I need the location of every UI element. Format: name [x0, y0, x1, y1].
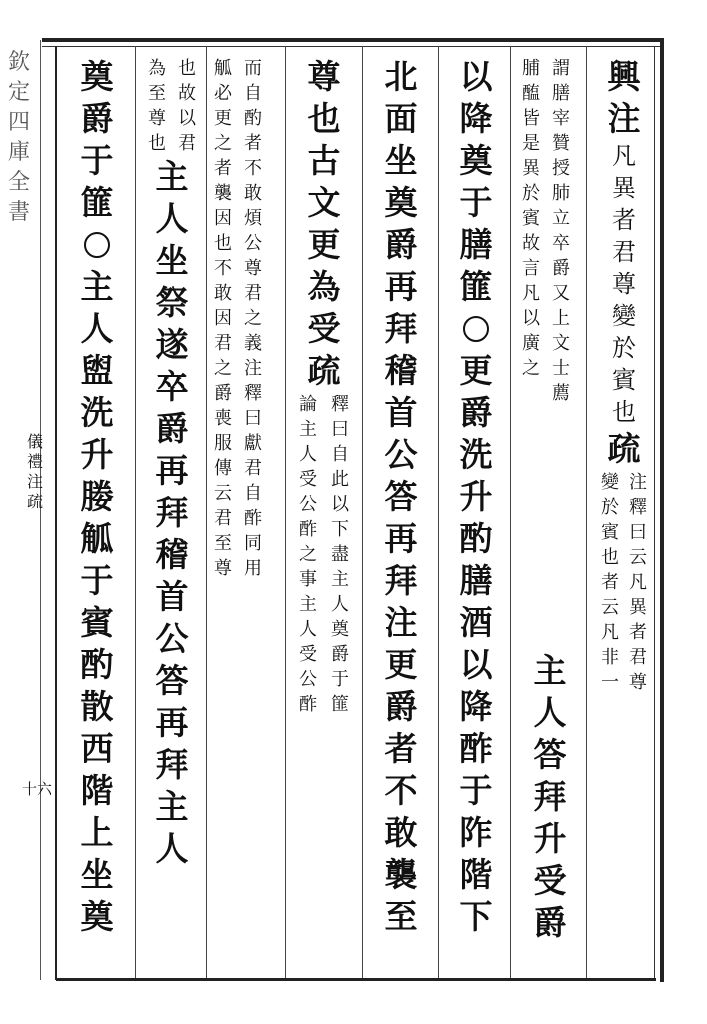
- note-subcolumn-right: [625, 470, 651, 695]
- glyph: 階: [459, 855, 493, 894]
- glyph: 拜: [155, 745, 189, 784]
- glyph: 君: [244, 458, 262, 479]
- note-subcolumn-left: [597, 470, 623, 695]
- glyph: 遂: [155, 325, 189, 364]
- glyph: 云: [214, 483, 232, 504]
- note-subcolumn-left: [295, 392, 321, 717]
- glyph: 盥: [80, 351, 114, 390]
- glyph: 者: [244, 133, 262, 154]
- column-rule: [586, 46, 587, 978]
- glyph: 尊: [629, 672, 647, 693]
- glyph: 再: [384, 267, 418, 306]
- glyph: 降: [459, 687, 493, 726]
- glyph: 論: [299, 394, 317, 415]
- glyph: 定: [7, 80, 30, 105]
- side-title-right: [22, 432, 48, 512]
- column-rule: [438, 46, 439, 978]
- glyph: 之: [299, 544, 317, 565]
- glyph: 于: [459, 771, 493, 810]
- glyph: 首: [155, 577, 189, 616]
- text-column-6: [210, 56, 266, 581]
- glyph: 觚: [214, 58, 232, 79]
- glyph: 膳: [552, 83, 570, 104]
- note-subcolumn-right: [174, 56, 200, 156]
- glyph: 君: [214, 508, 232, 529]
- glyph: 北: [384, 57, 418, 96]
- column-rule: [206, 46, 207, 978]
- glyph: 至: [384, 897, 418, 936]
- glyph: 人: [155, 829, 189, 868]
- glyph: 文: [307, 183, 341, 222]
- glyph: 以: [459, 57, 493, 96]
- glyph: 爵: [384, 225, 418, 264]
- shu-marker: [608, 428, 641, 470]
- glyph: 敢: [214, 283, 232, 304]
- glyph: 者: [601, 572, 619, 593]
- glyph: 者: [629, 622, 647, 643]
- glyph: 凡: [612, 142, 636, 170]
- side-title-left: [2, 48, 36, 228]
- glyph: 敢: [384, 813, 418, 852]
- section-circle-mark: [84, 232, 110, 258]
- glyph: 升: [80, 435, 114, 474]
- column-rule: [510, 46, 511, 978]
- glyph: 全: [7, 170, 30, 195]
- glyph: 于: [331, 669, 349, 690]
- glyph: 於: [612, 334, 636, 362]
- glyph: 言: [522, 258, 540, 279]
- glyph: 古: [307, 141, 341, 180]
- glyph: 凡: [601, 622, 619, 643]
- frame-top-border: [42, 38, 662, 42]
- glyph: 爵: [459, 393, 493, 432]
- glyph: 為: [307, 267, 341, 306]
- note-subcolumn-left: [210, 56, 236, 581]
- glyph: 膳: [459, 225, 493, 264]
- glyph: 面: [384, 99, 418, 138]
- glyph: 奠: [459, 141, 493, 180]
- glyph: 降: [459, 99, 493, 138]
- glyph: 答: [155, 661, 189, 700]
- glyph: 異: [612, 174, 636, 202]
- glyph: 之: [214, 358, 232, 379]
- glyph: 自: [244, 83, 262, 104]
- glyph: 也: [601, 547, 619, 568]
- text-column-7: [138, 56, 206, 870]
- glyph: 此: [331, 469, 349, 490]
- glyph: 襲: [384, 855, 418, 894]
- glyph: 君: [244, 283, 262, 304]
- glyph: 士: [552, 358, 570, 379]
- glyph: 更: [307, 225, 341, 264]
- glyph: 是: [522, 133, 540, 154]
- glyph: 以: [178, 108, 196, 129]
- glyph: 注: [244, 358, 262, 379]
- glyph: 于: [80, 561, 114, 600]
- glyph: 奠: [384, 183, 418, 222]
- frame-right-border: [660, 38, 664, 982]
- glyph: 祭: [155, 283, 189, 322]
- main-text-segment: [156, 156, 189, 870]
- glyph: 人: [533, 693, 567, 732]
- glyph: 再: [155, 451, 189, 490]
- glyph: 庫: [7, 140, 30, 165]
- glyph: 四: [7, 110, 30, 135]
- glyph: 敢: [244, 183, 262, 204]
- glyph: 坐: [155, 241, 189, 280]
- glyph: 賓: [80, 603, 114, 642]
- glyph: 喪: [214, 408, 232, 429]
- main-text-segment: [518, 650, 582, 944]
- glyph: 坐: [80, 855, 114, 894]
- glyph: 注: [26, 472, 43, 491]
- glyph: 之: [522, 358, 540, 379]
- glyph: 篚: [80, 183, 114, 222]
- glyph: 者: [214, 158, 232, 179]
- glyph: 醢: [522, 83, 540, 104]
- glyph: 散: [80, 687, 114, 726]
- glyph: 酢: [299, 694, 317, 715]
- glyph: 人: [80, 309, 114, 348]
- glyph: 升: [459, 477, 493, 516]
- glyph: 于: [80, 141, 114, 180]
- glyph: 傳: [214, 458, 232, 479]
- glyph: 君: [214, 333, 232, 354]
- glyph: 賓: [522, 208, 540, 229]
- glyph: 公: [299, 669, 317, 690]
- glyph: 酢: [244, 508, 262, 529]
- glyph: 爵: [384, 687, 418, 726]
- glyph: 凡: [522, 283, 540, 304]
- glyph: 自: [244, 483, 262, 504]
- glyph: 主: [155, 787, 189, 826]
- glyph: 云: [629, 547, 647, 568]
- glyph: 答: [384, 477, 418, 516]
- glyph: 酌: [80, 645, 114, 684]
- glyph: 尊: [148, 108, 166, 129]
- text-column-2: [518, 56, 574, 406]
- column-rule: [135, 46, 136, 978]
- glyph: 曰: [244, 408, 262, 429]
- glyph: 用: [244, 558, 262, 579]
- glyph: 上: [552, 308, 570, 329]
- glyph: 興: [607, 57, 641, 96]
- glyph: 更: [459, 351, 493, 390]
- glyph: 階: [80, 771, 114, 810]
- glyph: 酌: [459, 519, 493, 558]
- glyph: 因: [214, 208, 232, 229]
- glyph: 釋: [331, 394, 349, 415]
- glyph: 人: [155, 199, 189, 238]
- glyph: 而: [244, 58, 262, 79]
- glyph: 首: [384, 393, 418, 432]
- glyph: 又: [552, 283, 570, 304]
- note-subcolumn-right: [327, 392, 353, 717]
- glyph: 拜: [533, 777, 567, 816]
- glyph: 襲: [214, 183, 232, 204]
- glyph: 主: [80, 267, 114, 306]
- main-text-segment: [308, 56, 341, 392]
- glyph: 疏: [26, 492, 43, 511]
- glyph: 獻: [244, 433, 262, 454]
- glyph: 洗: [459, 435, 493, 474]
- glyph: 不: [244, 158, 262, 179]
- glyph: 曰: [331, 419, 349, 440]
- glyph: 君: [178, 133, 196, 154]
- glyph: 以: [459, 645, 493, 684]
- glyph: 也: [307, 99, 341, 138]
- glyph: 下: [331, 519, 349, 540]
- glyph: 同: [244, 533, 262, 554]
- glyph: 故: [522, 233, 540, 254]
- glyph: 主: [299, 594, 317, 615]
- frame-left-border: [55, 46, 57, 980]
- text-column-4: [366, 56, 436, 938]
- glyph: 媵: [80, 477, 114, 516]
- glyph: 酢: [299, 519, 317, 540]
- glyph: 煩: [244, 208, 262, 229]
- glyph: 爵: [533, 903, 567, 942]
- note-subcolumn-right: [548, 56, 574, 406]
- column-rule: [285, 46, 286, 978]
- glyph: 肺: [552, 183, 570, 204]
- glyph: 西: [80, 729, 114, 768]
- glyph: 下: [459, 897, 493, 936]
- text-column-8: [62, 56, 132, 938]
- glyph: 廣: [522, 333, 540, 354]
- glyph: 上: [80, 813, 114, 852]
- glyph: 至: [148, 83, 166, 104]
- glyph: 薦: [552, 383, 570, 404]
- glyph: 賓: [601, 522, 619, 543]
- glyph: 公: [299, 494, 317, 515]
- glyph: 也: [214, 233, 232, 254]
- glyph: 尊: [307, 57, 341, 96]
- glyph: 於: [522, 183, 540, 204]
- text-column-1: [594, 56, 654, 695]
- section-circle-mark: [463, 316, 489, 342]
- glyph: 變: [612, 302, 636, 330]
- glyph: 注: [629, 472, 647, 493]
- glyph: 尊: [244, 258, 262, 279]
- glyph: 更: [214, 108, 232, 129]
- glyph: 阼: [459, 813, 493, 852]
- glyph: 篚: [331, 694, 349, 715]
- glyph: 故: [178, 83, 196, 104]
- glyph: 者: [384, 729, 418, 768]
- page-number: 十六: [22, 780, 53, 798]
- glyph: 事: [299, 569, 317, 590]
- glyph: 云: [601, 597, 619, 618]
- glyph: 皆: [522, 108, 540, 129]
- glyph: 升: [533, 819, 567, 858]
- glyph: 欽: [7, 50, 30, 75]
- glyph: 因: [214, 308, 232, 329]
- glyph: 變: [601, 472, 619, 493]
- glyph: 立: [552, 208, 570, 229]
- glyph: 拜: [155, 493, 189, 532]
- glyph: 君: [612, 238, 636, 266]
- glyph: 主: [533, 651, 567, 690]
- glyph: 爵: [552, 258, 570, 279]
- glyph: 也: [178, 58, 196, 79]
- glyph: 主: [155, 157, 189, 196]
- glyph: 坐: [384, 141, 418, 180]
- glyph: 尊: [214, 558, 232, 579]
- frame-bottom-border: [56, 978, 656, 981]
- glyph: 人: [299, 619, 317, 640]
- glyph: 拜: [384, 309, 418, 348]
- glyph: 不: [384, 771, 418, 810]
- glyph: 授: [552, 158, 570, 179]
- glyph: 義: [244, 333, 262, 354]
- glyph: 卒: [552, 233, 570, 254]
- glyph: 公: [244, 233, 262, 254]
- glyph: 之: [244, 308, 262, 329]
- glyph: 公: [384, 435, 418, 474]
- glyph: 主: [331, 569, 349, 590]
- glyph: 釋: [244, 383, 262, 404]
- glyph: 奠: [80, 57, 114, 96]
- note-subcolumn-left: [144, 56, 170, 156]
- note-pair: [144, 56, 200, 156]
- glyph: 以: [522, 308, 540, 329]
- glyph: 盡: [331, 544, 349, 565]
- glyph: 自: [331, 444, 349, 465]
- glyph: 贊: [552, 133, 570, 154]
- glyph: 君: [629, 647, 647, 668]
- glyph: 異: [522, 158, 540, 179]
- glyph: 禮: [26, 452, 43, 471]
- glyph: 觚: [80, 519, 114, 558]
- glyph: 必: [214, 83, 232, 104]
- glyph: 酢: [459, 729, 493, 768]
- glyph: 酒: [459, 603, 493, 642]
- glyph: 人: [331, 594, 349, 615]
- column-rule: [362, 46, 363, 978]
- glyph: 爵: [214, 383, 232, 404]
- glyph: 非: [601, 647, 619, 668]
- note-subcolumn-left: [518, 56, 544, 406]
- glyph: 者: [612, 206, 636, 234]
- glyph: 至: [214, 533, 232, 554]
- text-column-5: [288, 56, 360, 717]
- glyph: 注: [607, 99, 641, 138]
- glyph: 謂: [552, 58, 570, 79]
- glyph: 公: [155, 619, 189, 658]
- glyph: 之: [214, 133, 232, 154]
- note-pair: [597, 470, 651, 695]
- glyph: 酌: [244, 108, 262, 129]
- glyph: 異: [629, 597, 647, 618]
- glyph: 脯: [522, 58, 540, 79]
- glyph: 書: [7, 200, 30, 225]
- glyph: 服: [214, 433, 232, 454]
- glyph: 篚: [459, 267, 493, 306]
- glyph: 儀: [26, 432, 43, 451]
- note-pair: [295, 392, 353, 717]
- main-text-segment: [608, 56, 641, 140]
- glyph: 釋: [629, 497, 647, 518]
- glyph: 也: [612, 398, 636, 426]
- glyph: 尊: [612, 270, 636, 298]
- glyph: 再: [155, 703, 189, 742]
- note-subcolumn-right: [240, 56, 266, 581]
- glyph: 拜: [384, 561, 418, 600]
- glyph: 注: [384, 603, 418, 642]
- glyph: 曰: [629, 522, 647, 543]
- glyph: 宰: [552, 108, 570, 129]
- glyph: 更: [384, 645, 418, 684]
- glyph: 於: [601, 497, 619, 518]
- glyph: 受: [299, 644, 317, 665]
- glyph: 答: [533, 735, 567, 774]
- text-column-3: [442, 56, 510, 938]
- glyph: 稽: [155, 535, 189, 574]
- glyph: 為: [148, 58, 166, 79]
- glyph: 洗: [80, 393, 114, 432]
- glyph: 再: [384, 519, 418, 558]
- glyph: 一: [601, 672, 619, 693]
- glyph: 爵: [331, 644, 349, 665]
- annotation-segment: [612, 140, 636, 428]
- glyph: 賓: [612, 366, 636, 394]
- glyph: 文: [552, 333, 570, 354]
- glyph: 也: [148, 133, 166, 154]
- glyph: 受: [307, 309, 341, 348]
- glyph: 以: [331, 494, 349, 515]
- glyph: 受: [533, 861, 567, 900]
- glyph: 爵: [80, 99, 114, 138]
- glyph: 卒: [155, 367, 189, 406]
- glyph: 爵: [155, 409, 189, 448]
- glyph: 膳: [459, 561, 493, 600]
- glyph: 于: [459, 183, 493, 222]
- glyph: 稽: [384, 351, 418, 390]
- glyph: 疏: [607, 429, 641, 468]
- glyph: 不: [214, 258, 232, 279]
- glyph: 疏: [307, 351, 341, 390]
- frame-right-inner-border: [654, 46, 655, 978]
- glyph: 凡: [629, 572, 647, 593]
- glyph: 人: [299, 444, 317, 465]
- glyph: 奠: [80, 897, 114, 936]
- glyph: 受: [299, 469, 317, 490]
- glyph: 主: [299, 419, 317, 440]
- glyph: 奠: [331, 619, 349, 640]
